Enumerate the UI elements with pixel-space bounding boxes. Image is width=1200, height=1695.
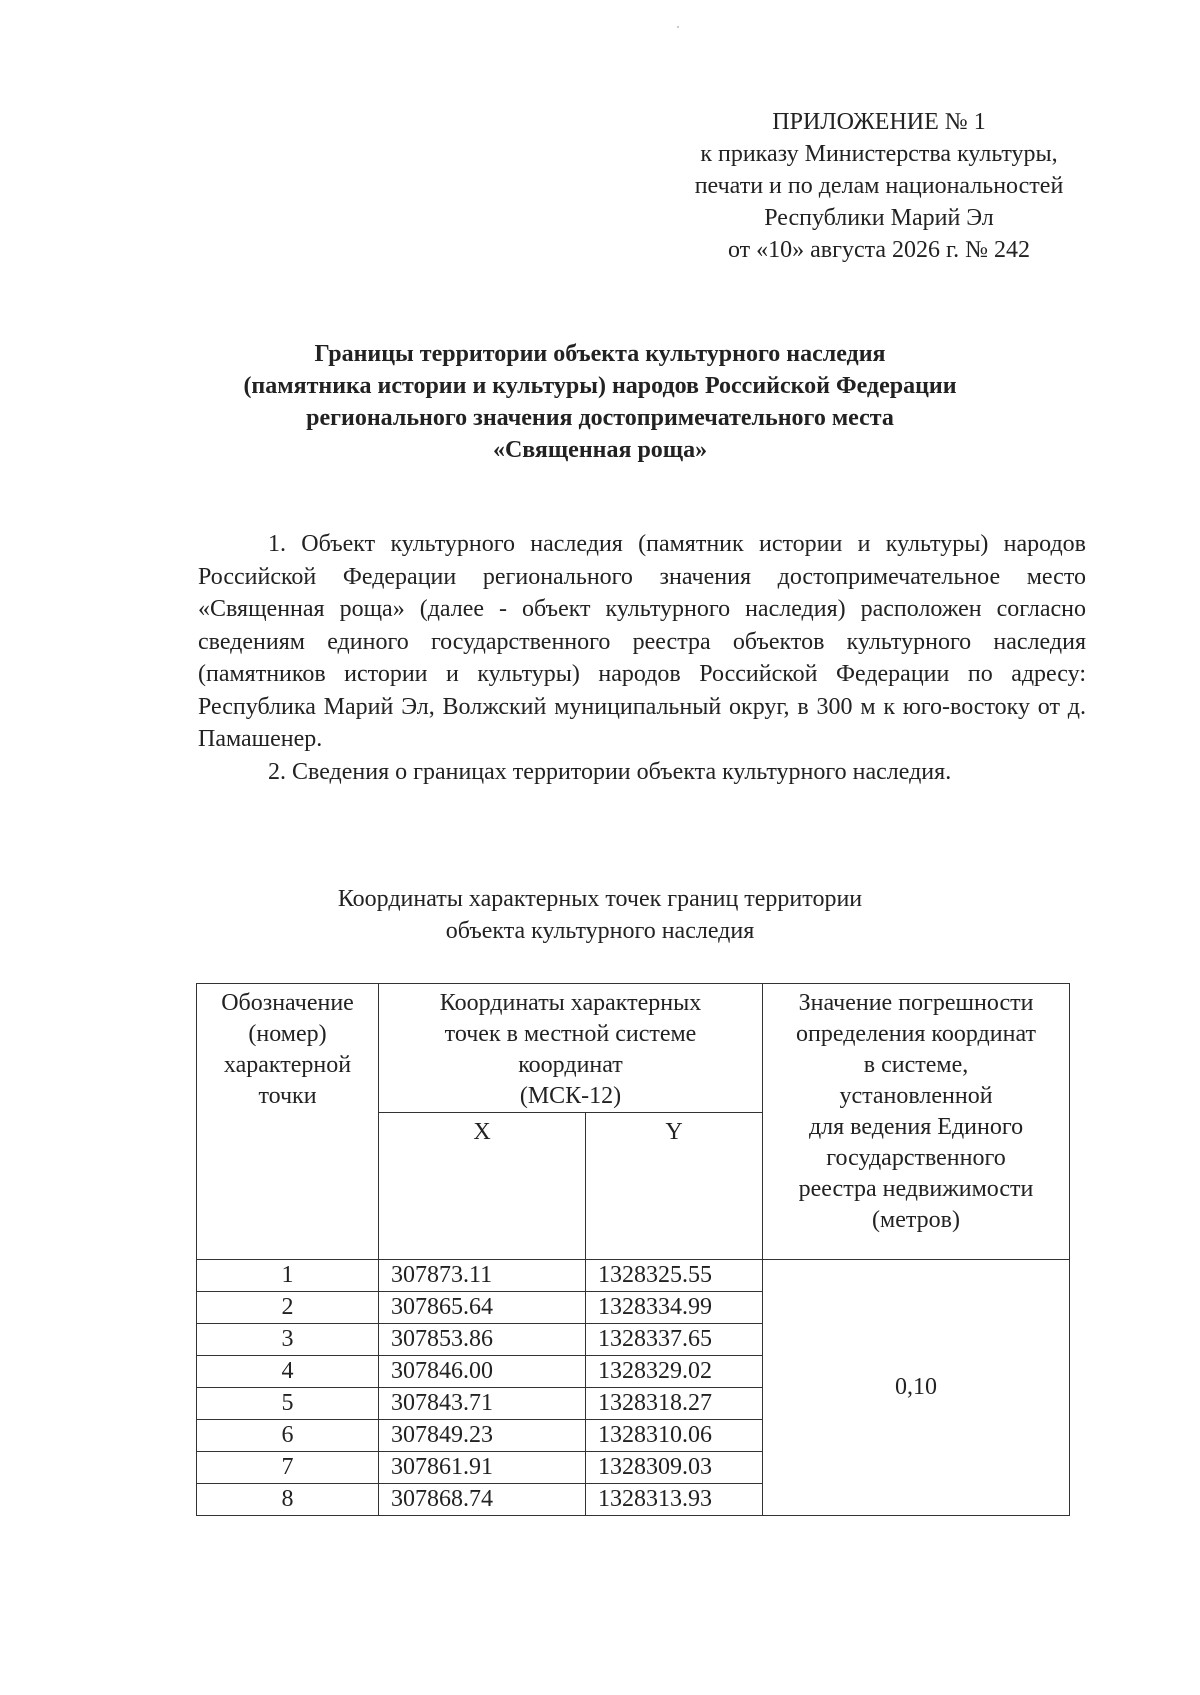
header-error-line: Значение погрешности	[798, 990, 1034, 1016]
y-coordinate-cell: 1328329.02	[586, 1356, 763, 1388]
title-line: Границы территории объекта культурного наследия	[314, 341, 886, 367]
header-error	[763, 984, 1070, 1260]
y-coordinate-cell: 1328313.93	[586, 1484, 763, 1516]
table-caption-line: Координаты характерных точек границ территории	[337, 886, 863, 912]
table-row	[197, 1260, 1070, 1292]
paragraph-1: 1. Объект культурного наследия (памятник истории и культуры) народов Российской Федерации регионального значения достопримечательное место «Священная роща» (далее - объект культурного наследия) расположен согласно сведениям единого государственного реестра объектов культурного наследия (памятников истории и культуры) народов Российской Федерации по адресу: Республика Марий Эл, Волжский муниципальный округ, в 300 м к юго-востоку от д. Памашенер.	[198, 531, 1086, 752]
point-number-cell: 5	[197, 1388, 379, 1420]
header-error-line: реестра недвижимости	[798, 1176, 1034, 1202]
document-title	[150, 338, 1050, 466]
appendix-date-line: от «10» августа 2026 г. № 242	[727, 237, 1031, 263]
x-coordinate-cell: 307861.91	[379, 1452, 586, 1484]
y-coordinate-cell: 1328334.99	[586, 1292, 763, 1324]
y-coordinate-cell: 1328325.55	[586, 1260, 763, 1292]
header-point-line: характерной	[223, 1052, 352, 1078]
header-point-line: Обозначение	[221, 990, 354, 1016]
appendix-order-line: к приказу Министерства культуры,	[700, 141, 1058, 167]
coordinates-table	[196, 983, 1070, 1516]
header-coords-line: Координаты характерных	[439, 990, 702, 1016]
table-caption-line: объекта культурного наследия	[445, 918, 755, 944]
header-coords-line: координат	[518, 1052, 623, 1078]
x-coordinate-cell: 307843.71	[379, 1388, 586, 1420]
appendix-number: ПРИЛОЖЕНИЕ № 1	[772, 109, 986, 135]
header-y: Y	[586, 1113, 763, 1260]
appendix-ministry-line: печати и по делам национальностей	[694, 173, 1064, 199]
y-coordinate-cell: 1328318.27	[586, 1388, 763, 1420]
x-coordinate-cell: 307849.23	[379, 1420, 586, 1452]
y-coordinate-cell: 1328309.03	[586, 1452, 763, 1484]
header-coords-line: точек в местной системе	[444, 1021, 697, 1047]
y-coordinate-cell: 1328310.06	[586, 1420, 763, 1452]
header-x: X	[379, 1113, 586, 1260]
paragraph-2: 2. Сведения о границах территории объекта культурного наследия.	[268, 758, 952, 785]
header-error-line: (метров)	[872, 1207, 960, 1233]
header-coords-line: (МСК-12)	[519, 1083, 622, 1109]
coordinates-table-body	[197, 1260, 1070, 1516]
x-coordinate-cell: 307868.74	[379, 1484, 586, 1516]
header-error-line: для ведения Единого	[808, 1114, 1024, 1140]
header-point-line: (номер)	[248, 1021, 327, 1047]
title-line: (памятника истории и культуры) народов Российской Федерации	[243, 373, 957, 399]
header-point-line: точки	[258, 1083, 317, 1109]
x-coordinate-cell: 307853.86	[379, 1324, 586, 1356]
title-line: регионального значения достопримечательного места	[306, 405, 894, 431]
title-line: «Священная роща»	[492, 437, 708, 463]
point-number-cell: 1	[197, 1260, 379, 1292]
point-number-cell: 6	[197, 1420, 379, 1452]
header-point-number	[197, 984, 379, 1260]
x-coordinate-cell: 307846.00	[379, 1356, 586, 1388]
point-number-cell: 4	[197, 1356, 379, 1388]
appendix-republic-line: Республики Марий Эл	[764, 205, 994, 231]
header-error-line: в системе,	[863, 1052, 969, 1078]
header-coordinates	[379, 984, 763, 1113]
scan-speck	[677, 26, 679, 28]
point-number-cell: 7	[197, 1452, 379, 1484]
document-body	[198, 528, 1086, 788]
error-value-cell: 0,10	[763, 1260, 1070, 1516]
header-error-line: установленной	[839, 1083, 993, 1109]
header-error-line: государственного	[826, 1145, 1006, 1171]
x-coordinate-cell: 307865.64	[379, 1292, 586, 1324]
y-coordinate-cell: 1328337.65	[586, 1324, 763, 1356]
appendix-header	[648, 106, 1110, 266]
point-number-cell: 2	[197, 1292, 379, 1324]
point-number-cell: 8	[197, 1484, 379, 1516]
point-number-cell: 3	[197, 1324, 379, 1356]
table-caption	[150, 883, 1050, 947]
header-error-line: определения координат	[796, 1021, 1036, 1047]
x-coordinate-cell: 307873.11	[379, 1260, 586, 1292]
